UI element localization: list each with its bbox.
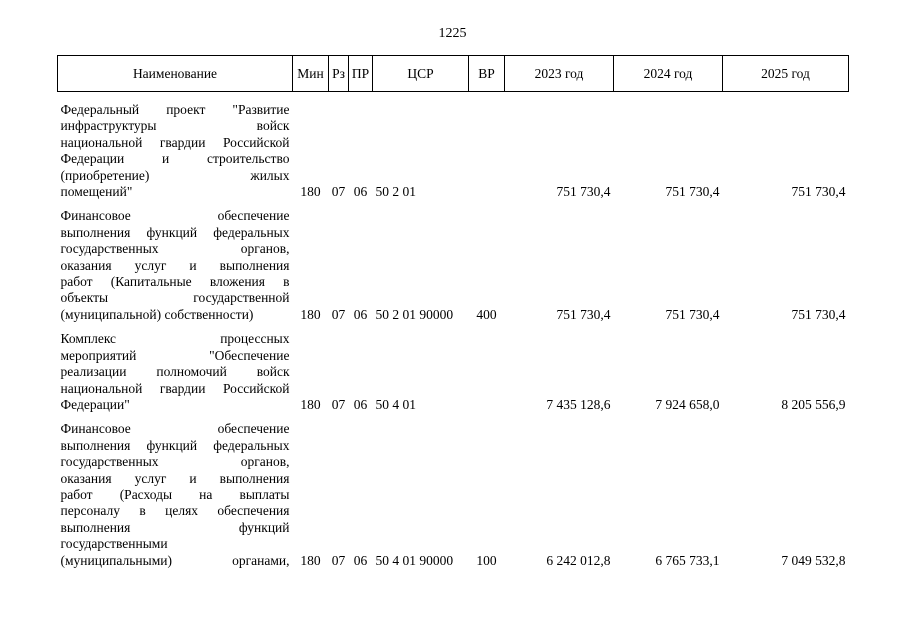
row-name: [58, 323, 293, 413]
row-name-line: Федерации и строительство: [60, 151, 290, 167]
row-name-line: реализации полномочий войск: [60, 364, 290, 380]
row-rz: 07: [331, 396, 346, 412]
header-min: Мин: [293, 56, 329, 92]
row-2023: 751 730,4: [556, 306, 611, 322]
page-number: 1225: [438, 26, 467, 41]
row-2025: 751 730,4: [791, 306, 846, 322]
table-row: [58, 200, 849, 323]
table-row: [58, 323, 849, 413]
row-2023: 751 730,4: [556, 184, 611, 200]
header-2024: 2024 год: [614, 56, 723, 92]
row-min: 180: [300, 552, 321, 568]
row-pr: 06: [353, 552, 368, 568]
table-header-row: [58, 56, 849, 92]
row-2023: 6 242 012,8: [546, 552, 611, 568]
row-name-line: национальной гвардии Российской: [60, 380, 290, 396]
row-rz: 07: [331, 552, 346, 568]
row-csr: 50 2 01: [375, 184, 416, 200]
row-name-line: выполнения функций: [60, 519, 290, 535]
row-name: [58, 413, 293, 569]
table-row: [58, 92, 849, 201]
row-name-line: персоналу в целях обеспечения: [60, 503, 290, 519]
budget-table: [57, 55, 849, 569]
row-2024: 7 924 658,0: [655, 396, 720, 412]
header-vr: ВР: [469, 56, 505, 92]
row-vr: 400: [476, 306, 497, 322]
row-name-line: выполнения функций федеральных: [60, 224, 290, 240]
row-name-line: Финансовое обеспечение: [60, 421, 290, 437]
row-name-line: (муниципальными) органами,: [60, 552, 290, 568]
row-name-line: оказания услуг и выполнения: [60, 257, 290, 273]
row-2024: 751 730,4: [665, 184, 720, 200]
row-rz: 07: [331, 184, 346, 200]
row-2025: 751 730,4: [791, 184, 846, 200]
row-vr: [469, 92, 505, 201]
row-pr: 06: [353, 184, 368, 200]
row-name-line: Федерации": [60, 396, 130, 412]
row-vr: 100: [476, 552, 497, 568]
row-name-line: государственных органов,: [60, 454, 290, 470]
row-csr: 50 4 01: [375, 396, 416, 412]
header-csr: ЦСР: [373, 56, 469, 92]
header-2025: 2025 год: [723, 56, 849, 92]
row-2025: 8 205 556,9: [781, 396, 846, 412]
row-name-line: помещений": [60, 184, 133, 200]
row-name: [58, 92, 293, 201]
row-2024: 6 765 733,1: [655, 552, 720, 568]
row-name-line: работ (Расходы на выплаты: [60, 486, 290, 502]
row-min: 180: [300, 396, 321, 412]
row-name-line: работ (Капитальные вложения в: [60, 274, 290, 290]
row-name-line: выполнения функций федеральных: [60, 437, 290, 453]
row-min: 180: [300, 306, 321, 322]
row-2025: 7 049 532,8: [781, 552, 846, 568]
row-csr: 50 4 01 90000: [375, 552, 454, 568]
row-2023: 7 435 128,6: [546, 396, 611, 412]
row-name: [58, 200, 293, 323]
row-name-line: (муниципальной) собственности): [60, 306, 254, 322]
row-csr: 50 2 01 90000: [375, 306, 454, 322]
header-pr: ПР: [349, 56, 373, 92]
row-name-line: государственными: [60, 536, 168, 552]
row-name-line: Федеральный проект "Развитие: [60, 102, 290, 117]
table-row: [58, 413, 849, 569]
row-min: 180: [300, 184, 321, 200]
row-name-line: объекты государственной: [60, 290, 290, 306]
row-2024: 751 730,4: [665, 306, 720, 322]
row-name-line: национальной гвардии Российской: [60, 134, 290, 150]
row-name-line: оказания услуг и выполнения: [60, 470, 290, 486]
row-name-line: Комплекс процессных: [60, 331, 290, 347]
row-name-line: инфраструктуры войск: [60, 118, 290, 134]
row-rz: 07: [331, 306, 346, 322]
row-pr: 06: [353, 396, 368, 412]
header-rz: Рз: [329, 56, 349, 92]
row-pr: 06: [353, 306, 368, 322]
row-name-line: мероприятий "Обеспечение: [60, 347, 290, 363]
row-name-line: (приобретение) жилых: [60, 167, 290, 183]
row-vr: [469, 323, 505, 413]
row-name-line: Финансовое обеспечение: [60, 208, 290, 224]
row-name-line: государственных органов,: [60, 241, 290, 257]
header-2023: 2023 год: [505, 56, 614, 92]
header-name: Наименование: [58, 56, 293, 92]
